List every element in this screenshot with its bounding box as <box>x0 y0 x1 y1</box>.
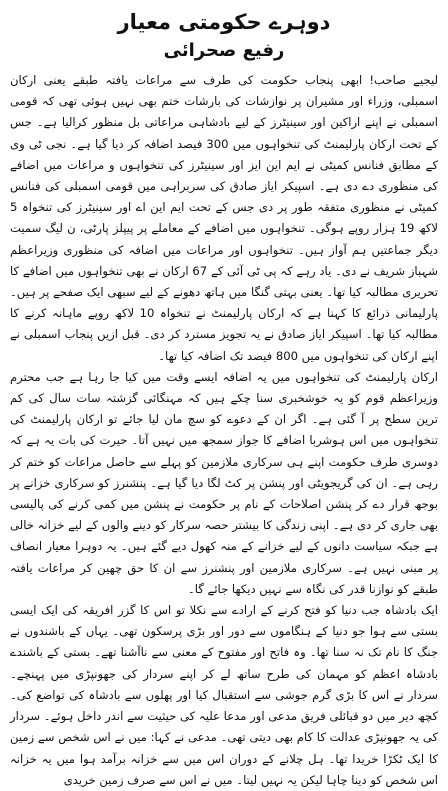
paragraph-2: ارکان پارلیمنٹ کی تنخواہوں میں یہ اضافہ ایسے وقت میں کیا جا رہا ہے جب محترم وزیراعظم قوم کو یہ خوشخبری سنا چکے ہیں کہ مہنگائی گزشتہ سات سال کی کم ترین سطح پر آ گئی ہے۔ اگر ان کے دعوے کو سچ مان لیا جائے تو ارکان پارلیمنٹ کی تنخواہوں میں اس ہوشربا اضافے کا جواز سمجھ میں نہیں آتا۔ حیرت کی بات یہ ہے کہ دوسری طرف حکومت اپنے ہی سرکاری ملازمین کو پہلے سے حاصل مراعات کو ختم کر رہی ہے۔ ان کی گریجویٹی اور پنشن پر کٹ لگا دیا گیا ہے۔ پنشنرز کو سرکاری خزانے پر بوجھ قرار دے کر پنشن اصلاحات کے نام پر حکومت نے پنشن میں کمی کرنے کی پالیسی بھی جاری کر دی ہے۔ اپنی زندگی کا بیشتر حصہ سرکار کو دینے والوں کے لیے خزانہ خالی ہے جبکہ سیاست دانوں کے لیے خزانے کے منہ کھول دیے گئے ہیں۔ یہ دوہرا معیار انصاف پر مبنی نہیں ہے۔ سرکاری ملازمین اور پنشنرز سے ان کا حق چھین کر مراعات یافتہ طبقے کو نوازنا قدر کی نگاہ سے نہیں دیکھا جائے گا۔ <box>10 369 438 596</box>
author-name: رفیع صحرائی <box>163 40 285 61</box>
article-body <box>10 70 438 791</box>
article-title: دوہرے حکومتی معیار <box>117 10 331 34</box>
paragraph-1: لیجیے صاحب! ابھی پنجاب حکومت کی طرف سے مراعات یافتہ طبقے یعنی ارکان اسمبلی، وزراء اور مشیران پر نوازشات کی بارشات ختم بھی نہیں ہوئی تھی کہ قومی اسمبلی نے اپنے اراکین اور سینیٹرز کے لیے بادشاہی مراعاتی بل منظور کرالیا ہے۔ جس کے تحت ارکان پارلیمنٹ کی تنخواہوں میں 300 فیصد اضافہ کر دیا گیا ہے۔ نجی ٹی وی کے مطابق فنانس کمیٹی نے ایم این ایز اور سینیٹرز کی تنخواہوں و مراعات میں اضافے کی منظوری دے دی ہے۔ اسپیکر ایاز صادق کی سربراہی میں قومی اسمبلی کی فنانس کمیٹی نے منظوری متفقہ طور پر دی جس کے تحت ایم این اے اور سینیٹرز کی تنخواہ 5 لاکھ 19 ہزار روپے ہوگی۔ تنخواہوں میں اضافے کے معاملے پر پیپلز پارٹی، ن لیگ سمیت دیگر جماعتیں ہم آواز ہیں۔ تنخواہوں اور مراعات میں اضافہ کی منظوری وزیراعظم شہباز شریف نے دی۔ یاد رہے کہ پی ٹی آئی کے 67 ارکان نے بھی تنخواہوں میں اضافے کا تحریری مطالبہ کیا تھا۔ یعنی بہتی گنگا میں ہاتھ دھونے کے لیے سبھی ایک صفحے پر ہیں۔ پارلیمانی ذرائع کا کہنا ہے کہ ارکان پارلیمنٹ نے تنخواہ 10 لاکھ روپے ماہانہ کرنے کا مطالبہ کیا تھا۔ اسپیکر ایاز صادق نے یہ تجویز مسترد کر دی۔ قبل ازیں پنجاب اسمبلی نے اپنے ارکان کی تنخواہوں میں 800 فیصد تک اضافہ کیا تھا۔ <box>10 73 438 363</box>
paragraph-3: ایک بادشاہ جب دنیا کو فتح کرنے کے ارادے سے نکلا تو اس کا گزر افریقہ کی ایک ایسی بستی سے ہوا جو دنیا کے ہنگاموں سے دور اور بڑی پرسکون تھی۔ یہاں کے باشندوں نے جنگ کا نام تک نہ سنا تھا۔ وہ فاتح اور مفتوح کے معنی سے ناآشنا تھے۔ بستی کے باشندے بادشاہ اعظم کو مہمان کی طرح ساتھ لے کر اپنے سردار کی جھونپڑی میں پہنچے۔ سردار نے اس کا بڑی گرم جوشی سے استقبال کیا اور پھلوں سے بادشاہ کی تواضع کی۔ کچھ دیر میں دو قبائلی فریق مدعی اور مدعا علیہ کی حیثیت سے اندر داخل ہوئے۔ سردار کی یہ جھونپڑی عدالت کا کام بھی دیتی تھی۔ مدعی نے کہا: میں نے اس شخص سے زمین کا ایک ٹکڑا خریدا تھا۔ ہل چلانے کے دوران اس میں سے خزانہ برآمد ہوا میں یہ خزانہ اس شخص کو دینا چاہا لیکن یہ نہیں لیتا۔ میں نے اس سے صرف زمین خریدی <box>10 603 438 787</box>
